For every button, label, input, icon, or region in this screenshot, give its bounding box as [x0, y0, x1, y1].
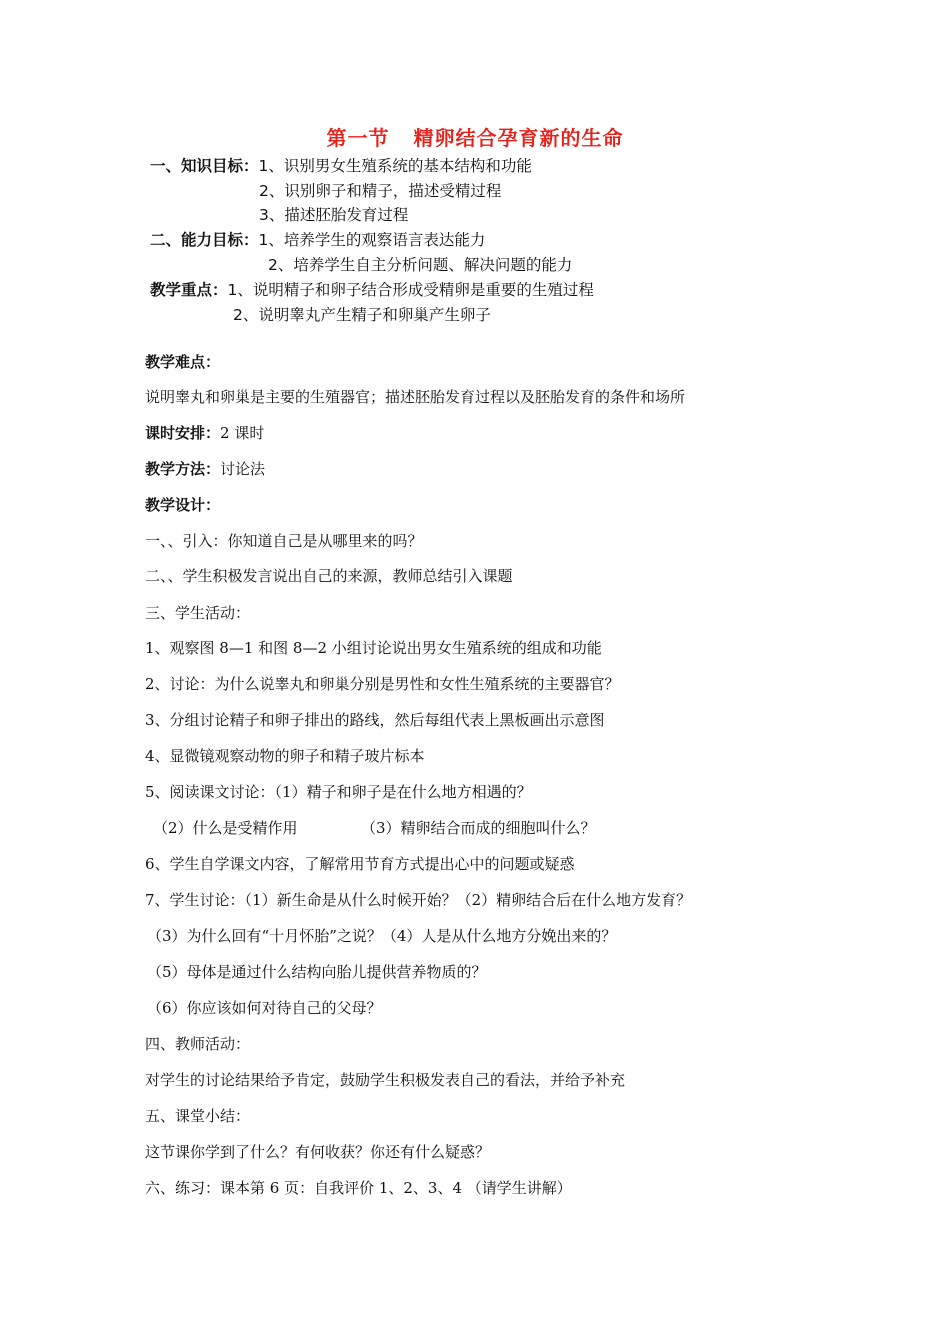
schedule-label: 课时安排： — [145, 424, 221, 442]
ability-goals-row-1 — [150, 230, 485, 250]
key-points-label: 教学重点： — [150, 281, 228, 299]
method-label: 教学方法： — [145, 460, 221, 478]
design-line-8: 5、阅读课文讨论：（1）精子和卵子是在什么地方相遇的？ — [145, 783, 532, 801]
design-line-14: （6）你应该如何对待自己的父母？ — [147, 999, 382, 1017]
key-point-1: 1、说明精子和卵子结合形成受精卵是重要的生殖过程 — [227, 281, 594, 299]
method-line — [145, 459, 265, 479]
design-line-10: 6、学生自学课文内容，了解常用节育方式提出心中的问题或疑惑 — [145, 855, 575, 873]
design-line-9a: （2）什么是受精作用 — [153, 819, 298, 837]
design-line-13: （5）母体是通过什么结构向胎儿提供营养物质的？ — [147, 963, 487, 981]
schedule-line — [145, 423, 264, 443]
knowledge-goal-1: 1、识别男女生殖系统的基本结构和功能 — [258, 157, 532, 175]
design-line-16: 对学生的讨论结果给予肯定，鼓励学生积极发表自己的看法，并给予补充 — [145, 1071, 626, 1089]
page-title — [0, 122, 950, 151]
design-line-3: 三、学生活动： — [145, 604, 251, 622]
key-point-2: 2、说明睾丸产生精子和卵巢产生卵子 — [233, 306, 491, 324]
method-value: 讨论法 — [220, 460, 266, 478]
design-line-5: 2、讨论：为什么说睾丸和卵巢分别是男性和女性生殖系统的主要器官？ — [145, 675, 620, 693]
difficulty-label-line — [145, 352, 220, 372]
design-line-1: 一、、引入：你知道自己是从哪里来的吗？ — [145, 532, 423, 550]
design-line-17: 五、课堂小结： — [145, 1107, 251, 1125]
knowledge-goals-label: 一、知识目标： — [150, 157, 259, 175]
design-line-12: （3）为什么回有“十月怀胎”之说？（4）人是从什么地方分娩出来的？ — [147, 927, 617, 945]
design-line-18: 这节课你学到了什么？有何收获？你还有什么疑惑？ — [145, 1143, 491, 1161]
design-line-2: 二、、学生积极发言说出自己的来源，教师总结引入课题 — [145, 567, 513, 585]
knowledge-goals-row-1 — [150, 156, 532, 176]
title-section-number: 第一节 — [326, 126, 390, 150]
design-line-9b: （3）精卵结合而成的细胞叫什么？ — [361, 819, 596, 837]
design-line-15: 四、教师活动： — [145, 1035, 251, 1053]
design-line-19: 六、练习：课本第 6 页：自我评价 1、2、3、4 （请学生讲解） — [145, 1179, 572, 1197]
design-line-4: 1、观察图 8—1 和图 8—2 小组讨论说出男女生殖系统的组成和功能 — [145, 639, 602, 657]
ability-goal-2: 2、培养学生自主分析问题、解决问题的能力 — [268, 256, 573, 274]
knowledge-goal-3: 3、描述胚胎发育过程 — [259, 206, 409, 224]
design-line-11: 7、学生讨论：（1）新生命是从什么时候开始？（2）精卵结合后在什么地方发育？ — [145, 891, 692, 909]
design-line-6: 3、分组讨论精子和卵子排出的路线，然后每组代表上黑板画出示意图 — [145, 711, 605, 729]
title-text: 精卵结合孕育新的生命 — [413, 126, 624, 150]
ability-goal-1: 1、培养学生的观察语言表达能力 — [258, 231, 486, 249]
difficulty-text: 说明睾丸和卵巢是主要的生殖器官；描述胚胎发育过程以及胚胎发育的条件和场所 — [145, 388, 686, 406]
design-label: 教学设计： — [145, 496, 221, 514]
key-points-row-1 — [150, 280, 594, 300]
knowledge-goal-2: 2、识别卵子和精子，描述受精过程 — [259, 182, 502, 200]
difficulty-label: 教学难点： — [145, 353, 221, 371]
design-label-line — [145, 495, 220, 515]
design-line-7: 4、显微镜观察动物的卵子和精子玻片标本 — [145, 747, 425, 765]
ability-goals-label: 二、能力目标： — [150, 231, 259, 249]
schedule-value: 2 课时 — [220, 424, 265, 442]
